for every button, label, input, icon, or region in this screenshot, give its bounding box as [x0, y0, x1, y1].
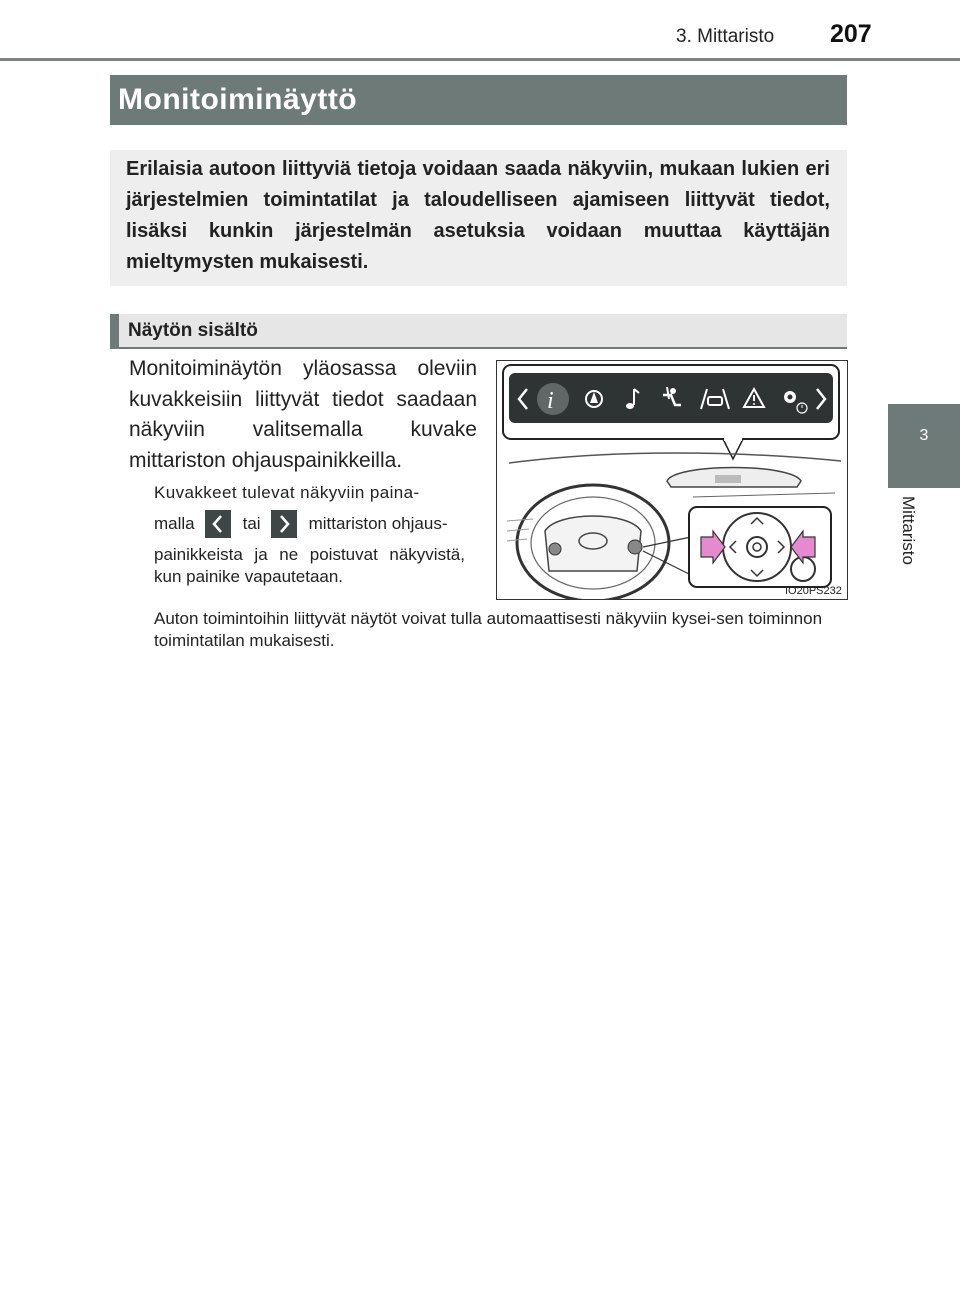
section-body: Monitoiminäytön yläosassa oleviin kuvakkeisiin liittyvät tiedot saadaan näkyviin valitsemalla kuvake mittariston ohjauspainikkeilla. [129, 357, 477, 472]
left-button-icon [205, 510, 231, 538]
figure-code: IO20PS232 [785, 585, 842, 597]
note1-line2 [154, 504, 465, 544]
page-number: 207 [830, 20, 872, 48]
intro-text: Erilaisia autoon liittyviä tietoja voidaan saada näkyviin, mukaan lukien eri järjestelmien toimintatilat ja taloudelliseen ajamiseen liittyvät tiedot, lisäksi kunkin järjestelmän asetuksia voidaan muuttaa käyttäjän mieltymysten mukaisesti. [126, 158, 830, 273]
chapter-side-label [898, 496, 920, 582]
note1-after: mittariston ohjaus- [308, 514, 448, 533]
chapter-side-number: 3 [919, 427, 929, 444]
note1-tai: tai [242, 514, 261, 533]
note1-rest: painikkeista ja ne poistuvat näkyvistä, kun painike vapautetaan. [154, 545, 465, 586]
note-icons-appear [154, 482, 465, 588]
svg-text:i: i [547, 388, 554, 414]
chapter-side-tab [888, 404, 960, 488]
header-rule [0, 58, 960, 61]
note1-line1: Kuvakkeet tulevat näkyviin paina- [154, 483, 420, 502]
note-automatic-display: Auton toimintoihin liittyvät näytöt voivat tulla automaattisesti näkyviin kysei-sen toiminnon toimintatilan mukaisesti. [154, 609, 823, 650]
section-heading: Näytön sisältö [128, 320, 258, 341]
dashboard-figure [496, 360, 848, 600]
chapter-header: 3. Mittaristo [676, 26, 775, 47]
note1-malla: malla [154, 514, 195, 533]
section-heading-accent [110, 314, 119, 349]
right-button-icon [271, 510, 297, 538]
chapter-side-label-text: Mittaristo [899, 496, 918, 565]
dashboard-illustration [497, 361, 847, 599]
page-title: Monitoiminäyttö [118, 83, 358, 116]
info-icon [537, 383, 569, 415]
